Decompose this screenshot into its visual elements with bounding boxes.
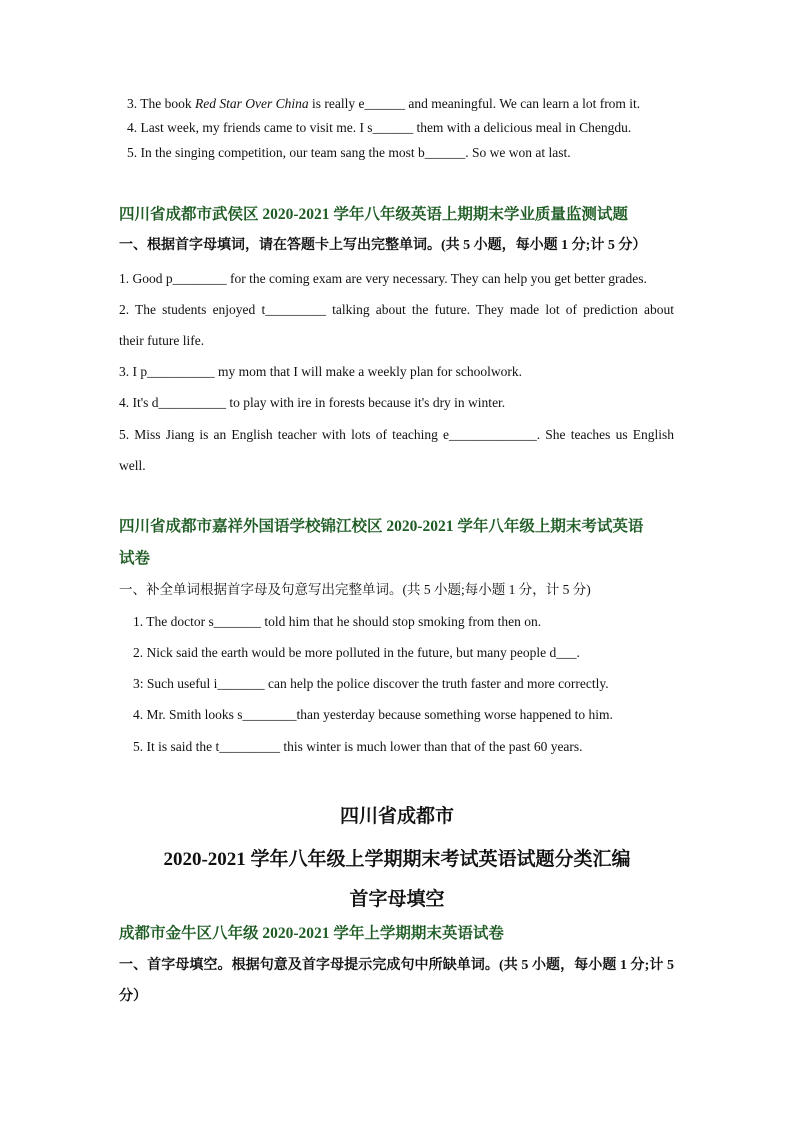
section1-item-5: 5. Miss Jiang is an English teacher with lots of teaching e_____________. She teaches us English <box>119 427 674 442</box>
section3-title: 成都市金牛区八年级 2020-2021 学年上学期期末英语试卷 <box>119 925 504 942</box>
top-item-5: 5. In the singing competition, our team sang the most b______. So we won at last. <box>127 145 571 160</box>
section2-item-4: 4. Mr. Smith looks s________than yesterday because something worse happened to him. <box>133 707 613 722</box>
section1-title: 四川省成都市武侯区 2020-2021 学年八年级英语上期期末学业质量监测试题 <box>119 206 628 223</box>
section2-item-1: 1. The doctor s_______ told him that he should stop smoking from then on. <box>133 614 542 629</box>
top-item-4: 4. Last week, my friends came to visit me. I s______ them with a delicious meal in Chengdu. <box>127 120 632 135</box>
section2-item-5: 5. It is said the t_________ this winter is much lower than that of the past 60 years. <box>133 739 583 754</box>
section2-title: 四川省成都市嘉祥外国语学校锦江校区 2020-2021 学年八年级上期末考试英语 <box>119 518 644 535</box>
heading-subtitle: 首字母填空 <box>349 889 445 910</box>
section2-item-2: 2. Nick said the earth would be more polluted in the future, but many people d___. <box>133 645 580 660</box>
section1-item-4: 4. It's d__________ to play with ire in forests because it's dry in winter. <box>119 395 506 410</box>
section1-item-1: 1. Good p________ for the coming exam are very necessary. They can help you get better grades. <box>119 271 647 286</box>
section1-item-5-cont: well. <box>119 458 146 473</box>
section3-instruction-cont: 分） <box>119 989 147 1004</box>
heading-region: 四川省成都市 <box>339 806 454 827</box>
section3-instruction: 一、首字母填空。根据句意及首字母提示完成句中所缺单词。(共 5 小题，每小题 1 分;计 5 <box>119 958 674 973</box>
heading-title: 2020-2021 学年八年级上学期期末考试英语试题分类汇编 <box>163 849 631 870</box>
section2-title-cont: 试卷 <box>119 550 151 567</box>
section2-instruction: 一、补全单词根据首字母及句意写出完整单词。(共 5 小题;每小题 1 分，计 5 分) <box>119 582 591 597</box>
section2-item-3: 3: Such useful i_______ can help the police discover the truth faster and more correctly. <box>133 676 609 691</box>
section1-item-2-cont: their future life. <box>119 333 205 348</box>
section1-item-3: 3. I p__________ my mom that I will make a weekly plan for schoolwork. <box>119 364 523 379</box>
section1-item-2: 2. The students enjoyed t_________ talking about the future. They made lot of prediction about <box>119 302 674 317</box>
section1-instruction: 一、根据首字母填词，请在答题卡上写出完整单词。(共 5 小题，每小题 1 分;计 5 分） <box>119 238 647 253</box>
top-item-3: 3. The book Red Star Over China is really e______ and meaningful. We can learn a lot from it. <box>127 96 641 111</box>
